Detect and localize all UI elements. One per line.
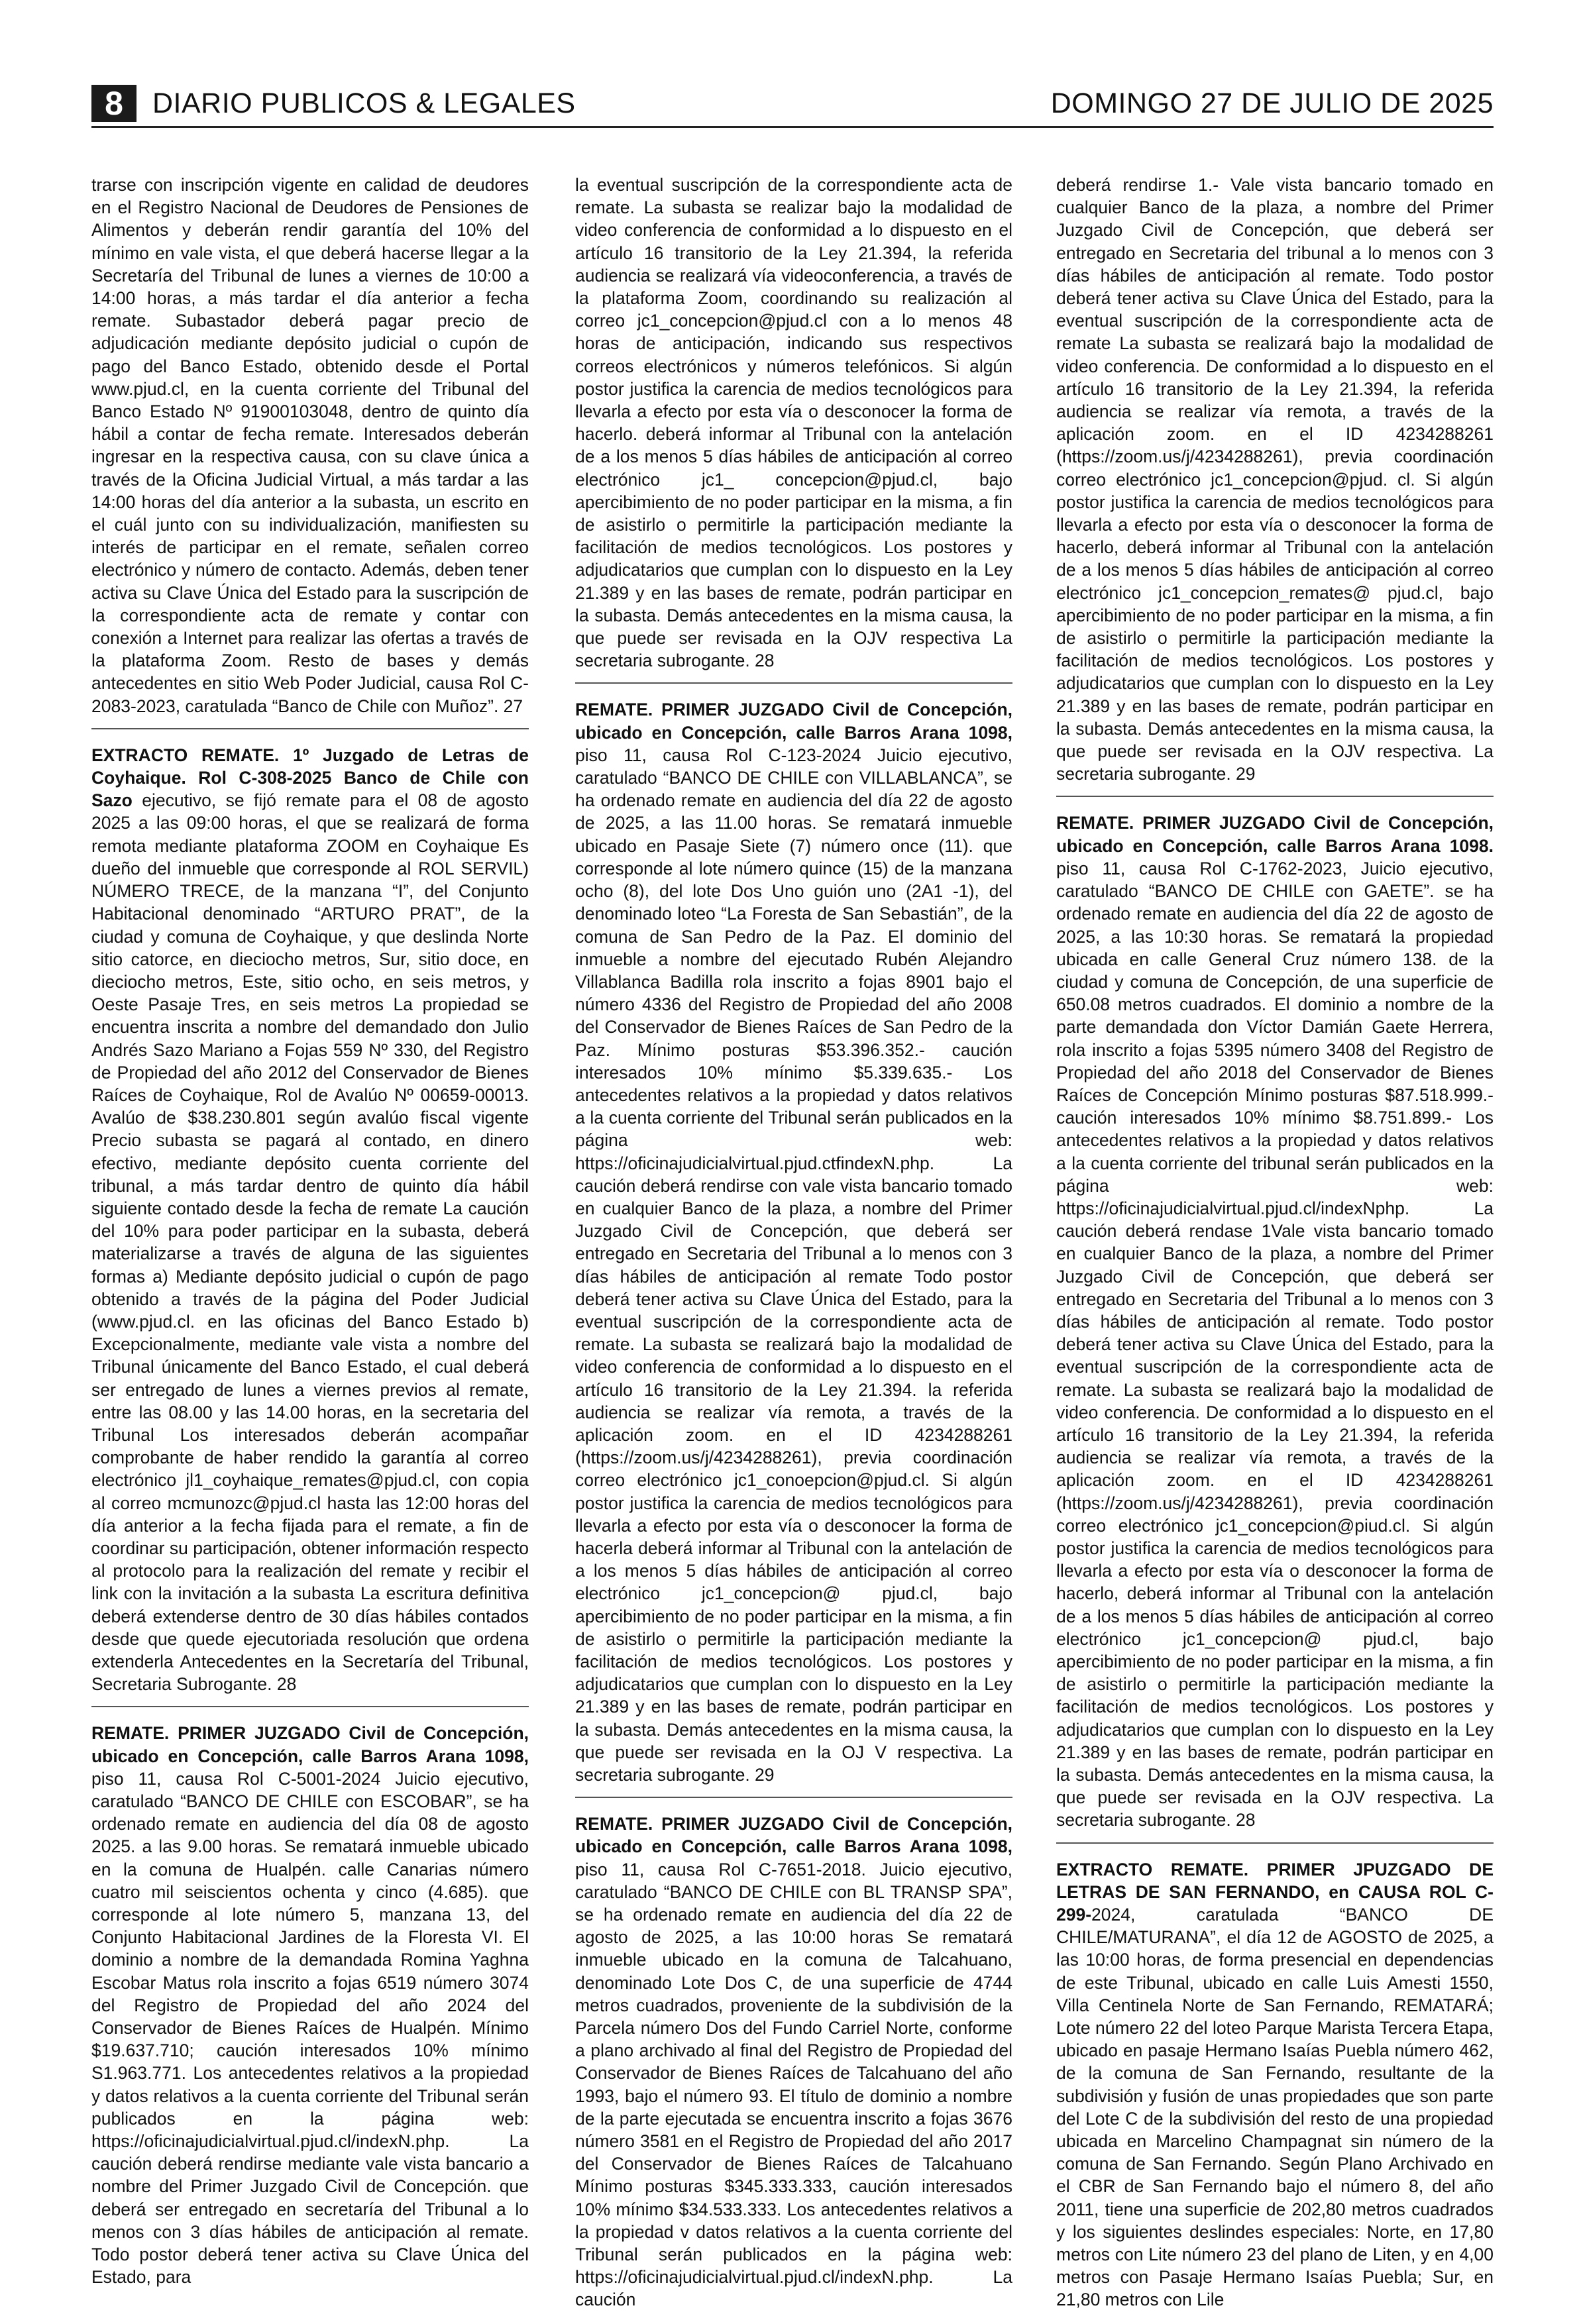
notice bbox=[575, 698, 1012, 1786]
notice bbox=[1056, 1858, 1494, 2311]
header-divider bbox=[91, 126, 1494, 128]
notice-divider bbox=[91, 728, 529, 729]
publication-date: DOMINGO 27 DE JULIO DE 2025 bbox=[1050, 87, 1494, 119]
notice-divider bbox=[575, 1797, 1012, 1798]
notice-heading: EXTRACTO REMATE. 1º Juzgado de Letras de Coyhaique. Rol C-308-2025 Banco de Chile con Sazo bbox=[91, 745, 529, 811]
notice-heading: REMATE. PRIMER JUZGADO Civil de Concepción, ubicado en Concepción, calle Barros Arana 1098, bbox=[575, 1814, 1012, 1857]
notice-body: ejecutivo, se fijó remate para el 08 de agosto 2025 a las 09:00 horas, el que se realizará de forma remota mediante plataforma ZOOM en Coyhaique Es dueño del inmueble que corresponde al ROL SERVIL) NÚMERO TRECE, de la manzana “I”, del Conjunto Habitacional denominado “ARTURO PRAT”, de la ciudad y comuna de Coyhaique, y que deslinda Norte sitio catorce, en dieciocho metros, Sur, sitio doce, en dieciocho metros, Este, sitio ocho, en seis metros, y Oeste Pasaje Tres, en seis metros La propiedad se encuentra inscrita a nombre del demandado don Julio Andrés Sazo Mariano a Fojas 559 Nº 330, del Registro de Propiedad del año 2012 del Conservador de Bienes Raíces de Coyhaique, Rol de Avalúo Nº 00659-00013. Avalúo de $38.230.801 según avalúo fiscal vigente Precio subasta se pagará al contado, en dinero efectivo, mediante depósito cuenta corriente del tribunal, a más tardar dentro de quinto día hábil siguiente contado desde la fecha de remate La caución del 10% para poder participar en la subasta, deberá materializarse a través de alguna de las siguientes formas a) Mediante depósito judicial o cupón de pago obtenido a través de la página del Poder Judicial (www.pjud.cl. en las oficinas del Banco Estado b) Excepcionalmente, mediante vale vista a nombre del Tribunal únicamente del Banco Estado, el cual deberá ser entregado de lunes a viernes previos al remate, entre las 08.00 y las 14.00 horas, en la secretaria del Tribunal Los interesados deberán acompañar comprobante de haber rendido la garantía al correo electrónico jl1_coyhaique_remates@pjud.cl, con copia al correo mcmunozc@pjud.cl hasta las 12:00 horas del día anterior a la fecha fijada para el remate, a fin de coordinar su participación, obtener información respecto al protocolo para la realización del remate y recibir el link con la invitación a la subasta La escritura definitiva deberá extenderse dentro de 30 días hábiles contados desde que quede ejecutoriada resolución que ordena extenderla Antecedentes en la Secretaría del Tribunal, Secretaria Subrogante. 28 bbox=[91, 790, 529, 1695]
notice-heading: REMATE. PRIMER JUZGADO Civil de Concepción, ubicado en Concepción, calle Barros Arana 1098, bbox=[91, 1723, 529, 1766]
notice-heading: EXTRACTO REMATE. PRIMER JPUZGADO DE LETRAS DE SAN FERNANDO, en CAUSA ROL C-299- bbox=[1056, 1859, 1494, 1925]
notice-divider bbox=[1056, 796, 1494, 797]
notice-body: piso 11, causa Rol C-1762-2023, Juicio ejecutivo, caratulado “BANCO DE CHILE con GAETE”. se ha ordenado remate en audiencia del día 22 de agosto de 2025, a las 10:30 horas. Se rematará la propiedad ubicada en calle General Cruz número 138. de la ciudad y comuna de Concepción, de una superficie de 650.08 metros cuadrados. El dominio a nombre de la parte demandada don Víctor Damián Gaete Herrera, rola inscrito a fojas 5395 número 3408 del Registro de Propiedad del año 2018 del Conservador de Bienes Raíces de Concepción Mínimo posturas $87.518.999.- caución interesados 10% mínimo $8.751.899.- Los antecedentes relativos a la propiedad y datos relativos a la cuenta corriente del tribunal serán publicados en la página web: https://oficinajudicialvirtual.pjud.cl/indexNphp. La caución deberá rendase 1Vale vista bancario tomado en cualquier Banco de la plaza, a nombre del Primer Juzgado Civil de Concepción, que deberá ser entregado en Secretaria del Tribunal a lo menos con 3 días hábiles de anticipación al remate. Todo postor deberá tener activa su Clave Única del Estado, para la eventual suscripción de la correspondiente acta de remate. La subasta se realizará bajo la modalidad de video conferencia. De conformidad a lo dispuesto en el artículo 16 transitorio de la Ley 21.394, la referida audiencia se realizar vía remota, a través de la aplicación zoom. en el ID 4234288261 (https://zoom.us/j/4234288261), previa coordinación correo electrónico jc1_concepcion@piud.cl. Si algún postor justifica la carencia de medios tecnológicos para llevarla a efecto por esta vía o desconocer la forma de hacerlo, deberá informar al Tribunal con la antelación de a los menos 5 días hábiles de anticipación al correo electrónico jc1_concepcion@ pjud.cl, bajo apercibimiento de no poder participar en la misma, a fin de asistirlo o permitirle la participación mediante la facilitación de medios tecnológicos. Los postores y adjudicatarios que cumplan con lo dispuesto en la Ley 21.389 y en las bases de remate, podrán participar en la subasta. Demás antecedentes en la misma causa, la que puede ser revisada en la OJV respectiva. La secretaria subrogante. 28 bbox=[1056, 858, 1494, 1830]
notice-body: piso 11, causa Rol C-5001-2024 Juicio ejecutivo, caratulado “BANCO DE CHILE con ESCOBAR”, se ha ordenado remate en audiencia del día 08 de agosto 2025. a las 9.00 horas. Se rematará inmueble ubicado en la comuna de Hualpén. calle Canarias número cuatro mil seiscientos ochenta y cinco (4.685). que corresponde al lote número 5, manzana 13, del Conjunto Habitacional Jardines de la Floresta VI. El dominio a nombre de la demandada Romina Yaghna Escobar Matus rola inscrito a fojas 6519 número 3074 del Registro de Propiedad del año 2024 del Conservador de Bienes Raíces de Hualpén. Mínimo $19.637.710; caución interesados 10% mínimo S1.963.771. Los antecedentes relativos a la propiedad y datos relativos a la cuenta corriente del Tribunal serán publicados en la página web: https://oficinajudicialvirtual.pjud.cl/indexN.php. La caución deberá rendirse mediante vale vista bancario a nombre del Primer Juzgado Civil de Concepción. que deberá ser entregado en secretaría del Tribunal a lo menos con 3 días hábiles de anticipación al remate. Todo postor deberá tener activa su Clave Única del Estado, para bbox=[91, 1768, 529, 2288]
column-3 bbox=[1056, 174, 1494, 2310]
notice bbox=[575, 1813, 1012, 2311]
column-2 bbox=[575, 174, 1012, 2310]
notice-body: la eventual suscripción de la correspondiente acta de remate. La subasta se realizar bajo la modalidad de video conferencia de conformidad a lo dispuesto en el artículo 16 transitorio de la Ley 21.394, la referida audiencia se realizará vía videoconferencia, a través de la plataforma Zoom, coordinando su realización al correo jc1_concepcion@pjud.cl con a lo menos 48 horas de anticipación, indicando sus respectivos correos electrónicos y números telefónicos. Si algún postor justifica la carencia de medios tecnológicos para llevarla a efecto por esta vía o desconocer la forma de hacerlo. deberá informar al Tribunal con la antelación de a los menos 5 días hábiles de anticipación al correo electrónico jc1_ concepcion@pjud.cl, bajo apercibimiento de no poder participar en la misma, a fin de asistirlo o permitirle la participación mediante la facilitación de medios tecnológicos. Los postores y adjudicatarios que cumplan con lo dispuesto en la Ley 21.389 y en las bases de remate, podrán participar en la subasta. Demás antecedentes en la misma causa, la que puede ser revisada en la OJV respectiva La secretaria subrogante. 28 bbox=[575, 175, 1012, 671]
notice-body: piso 11, causa Rol C-7651-2018. Juicio ejecutivo, caratulado “BANCO DE CHILE con BL TRANSP SPA”, se ha ordenado remate en audiencia del día 22 de agosto de 2025, a las 10:00 horas Se rematará inmueble ubicado en la comuna de Talcahuano, denominado Lote Dos C, de una superficie de 4744 metros cuadrados, proveniente de la subdivisión de la Parcela número Dos del Fundo Carriel Norte, conforme a plano archivado al final del Registro de Propiedad del Conservador de Bienes Raíces de Talcahuano del año 1993, bajo el número 93. El título de dominio a nombre de la parte ejecutada se encuentra inscrito a fojas 3676 número 3581 en el Registro de Propiedad del año 2017 del Conservador de Bienes Raíces de Talcahuano Mínimo posturas $345.333.333, caución interesados 10% mínimo $34.533.333. Los antecedentes relativos a la propiedad v datos relativos a la cuenta corriente del Tribunal serán publicados en la página web: https://oficinajudicialvirtual.pjud.cl/indexN.php. La caución bbox=[575, 1859, 1012, 2310]
notice-heading: REMATE. PRIMER JUZGADO Civil de Concepción, ubicado en Concepción, calle Barros Arana 1098, bbox=[575, 700, 1012, 743]
notice-divider bbox=[1056, 1842, 1494, 1844]
notice-body: deberá rendirse 1.- Vale vista bancario tomado en cualquier Banco de la plaza, a nombre del Primer Juzgado Civil de Concepción, que deberá ser entregado en Secretaria del tribunal a lo menos con 3 días hábiles de anticipación al remate. Todo postor deberá tener activa su Clave Única del Estado, para la eventual suscripción de la correspondiente acta de remate La subasta se realizará bajo la modalidad de video conferencia. De conformidad a lo dispuesto en el artículo 16 transitorio de la Ley 21.394, la referida audiencia se realizar vía remota, a través de la aplicación zoom. en el ID 4234288261 (https://zoom.us/j/4234288261), previa coordinación correo electrónico jc1_concepcion@pjud. cl. Si algún postor justifica la carencia de medios tecnológicos para llevarla a efecto por esta vía o desconocer la forma de hacerlo, deberá informar al Tribunal con la antelación de a los menos 5 días hábiles de anticipación al correo electrónico jc1_concepcion_remates@ pjud.cl, bajo apercibimiento de no poder participar en la misma, a fin de asistirlo o permitirle la participación mediante la facilitación de medios tecnológicos. Los postores y adjudicatarios que cumplan con lo dispuesto en la Ley 21.389 y en las bases de remate, podrán participar en la subasta. Demás antecedentes en la misma causa, la que puede ser revisada en la OJV respectiva. La secretaria subrogante. 29 bbox=[1056, 175, 1494, 784]
column-1 bbox=[91, 174, 529, 2294]
notice-divider bbox=[575, 682, 1012, 684]
notice-heading: REMATE. PRIMER JUZGADO Civil de Concepción, ubicado en Concepción, calle Barros Arana 1098. bbox=[1056, 813, 1494, 856]
page-header bbox=[91, 85, 1494, 122]
notice-body: piso 11, causa Rol C-123-2024 Juicio ejecutivo, caratulado “BANCO DE CHILE con VILLABLANCA”, se ha ordenado remate en audiencia del día 22 de agosto de 2025, a las 11.00 horas. Se rematará inmueble ubicado en Pasaje Siete (7) número once (11). que corresponde al lote número quince (15) de la manzana ocho (8), del lote Dos Uno guión uno (2A1 -1), del denominado loteo “La Foresta de San Sebastián”, de la comuna de San Pedro de la Paz. El dominio del inmueble a nombre del ejecutado Rubén Alejandro Villablanca Badilla rola inscrito a fojas 8901 bajo el número 4336 del Registro de Propiedad del año 2008 del Conservador de Bienes Raíces de San Pedro de la Paz. Mínimo posturas $53.396.352.- caución interesados 10% mínimo $5.339.635.- Los antecedentes relativos a la propiedad y datos relativos a la cuenta corriente del Tribunal serán publicados en la página web: https://oficinajudicialvirtual.pjud.ctfindexN.php. La caución deberá rendirse con vale vista bancario tomado en cualquier Banco de la plaza, a nombre del Primer Juzgado Civil de Concepción, que deberá ser entregado en Secretaria del Tribunal a lo menos con 3 días hábiles de anticipación al remate Todo postor deberá tener activa su Clave Única del Estado, para la eventual suscripción de la correspondiente acta de remate. La subasta se realizará bajo la modalidad de video conferencia de conformidad a lo dispuesto en el artículo 16 transitorio de la Ley 21.394. la referida audiencia se realizar vía remota, a través de la aplicación zoom. en el ID 4234288261 (https://zoom.us/j/4234288261), previa coordinación correo electrónico jc1_conoepcion@pjud.cl. Si algún postor justifica la carencia de medios tecnológicos para llevarla a efecto por esta vía o desconocer la forma de hacerla deberá informar al Tribunal con la antelación de a los menos 5 días hábiles de anticipación al correo electrónico jc1_concepcion@ pjud.cl, bajo apercibimiento de no poder participar en la misma, a fin de asistirlo o permitirle la participación mediante la facilitación de medios tecnológicos. Los postores y adjudicatarios que cumplan con lo dispuesto en la Ley 21.389 y en las bases de remate, podrán participar en la subasta. Demás antecedentes en la misma causa, la que puede ser revisada en la OJ V respectiva. La secretaria subrogante. 29 bbox=[575, 745, 1012, 1785]
notice-continuation bbox=[91, 174, 529, 717]
notice-body: trarse con inscripción vigente en calidad de deudores en el Registro Nacional de Deudores de Pensiones de Alimentos y deberán rendir garantía del 10% del mínimo en vale vista, el que deberá hacerse llegar a la Secretaría del Tribunal de lunes a viernes de 10:00 a 14:00 horas, a más tardar el día anterior a fecha remate. Subastador deberá pagar precio de adjudicación mediante depósito judicial o cupón de pago del Banco Estado, obtenido desde el Portal www.pjud.cl, en la cuenta corriente del Tribunal del Banco Estado Nº 91900103048, dentro de quinto día hábil a contar de fecha remate. Interesados deberán ingresar en la respectiva causa, con su clave única a través de la Oficina Judicial Virtual, a más tardar a las 14:00 horas del día anterior a la subasta, un escrito en el cuál junto con su individualización, manifiesten su interés de participar en el remate, señalen correo electrónico y número de contacto. Además, deben tener activa su Clave Única del Estado para la suscripción de la correspondiente acta de remate y contar con conexión a Internet para realizar las ofertas a través de la plataforma Zoom. Resto de bases y demás antecedentes en sitio Web Poder Judicial, causa Rol C-2083-2023, caratulada “Banco de Chile con Muñoz”. 27 bbox=[91, 175, 529, 716]
notice-continuation bbox=[575, 174, 1012, 672]
notice-divider bbox=[91, 1706, 529, 1707]
notice-continuation bbox=[1056, 174, 1494, 785]
notice bbox=[1056, 812, 1494, 1831]
notice-body: 2024, caratulada “BANCO DE CHILE/MATURANA”, el día 12 de AGOSTO de 2025, a las 10:00 horas, de forma presencial en dependencias de este Tribunal, ubicado en calle Luis Amesti 1550, Villa Centinela Norte de San Fernando, REMATARÁ; Lote número 22 del loteo Parque Marista Tercera Etapa, ubicado en pasaje Hermano Isaías Puebla número 462, de la comuna de San Fernando, resultante de la subdivisión y fusión de unas propiedades que son parte del Lote C de la subdivisión del resto de una propiedad ubicada en Marcelino Champagnat sin número de la comuna de San Fernando. Según Plano Archivado en el CBR de San Fernando bajo el número 8, del año 2011, tiene una superficie de 202,80 metros cuadrados y los siguientes deslindes especiales: Norte, en 17,80 metros con Lite número 23 del plano de Liten, y en 4,00 metros con Pasaje Hermano Isaías Puebla; Sur, en 21,80 metros con Lile bbox=[1056, 1905, 1494, 2310]
publication-name: DIARIO PUBLICOS & LEGALES bbox=[152, 87, 576, 119]
page-number: 8 bbox=[91, 85, 136, 122]
notice bbox=[91, 744, 529, 1696]
notice bbox=[91, 1722, 529, 2288]
